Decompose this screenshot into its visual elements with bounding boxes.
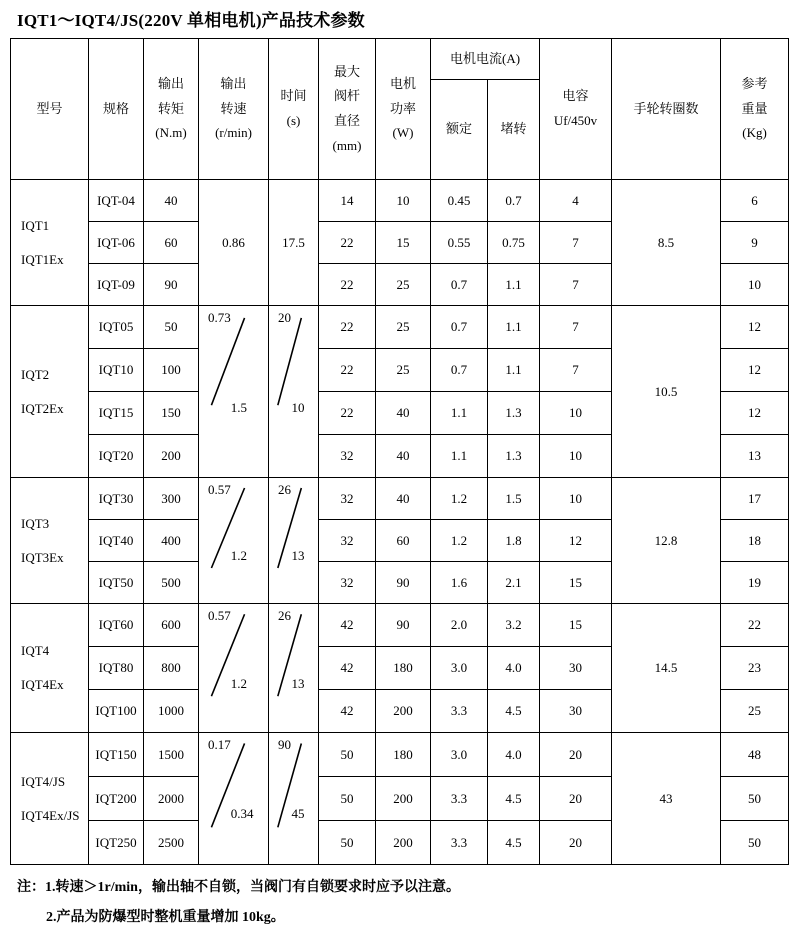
- header-row-1: [11, 39, 789, 80]
- header-rated-current: 额定: [431, 80, 488, 180]
- group-iqt1: [11, 180, 789, 306]
- cell-stem-diameter: 42: [319, 604, 376, 647]
- cell-power: 25: [376, 264, 431, 306]
- cell-torque: 2500: [144, 821, 199, 865]
- cell-weight: 50: [721, 777, 789, 821]
- cell-rated-current: 3.0: [431, 733, 488, 777]
- cell-spec: IQT50: [89, 562, 144, 604]
- cell-stem-diameter: 42: [319, 647, 376, 690]
- cell-stall-current: 3.2: [488, 604, 540, 647]
- cell-stem-diameter: 42: [319, 690, 376, 733]
- cell-model: IQT4 IQT4Ex: [11, 604, 89, 733]
- group-iqt3: [11, 478, 789, 604]
- cell-weight: 19: [721, 562, 789, 604]
- table-row: [11, 604, 789, 647]
- header-capacitor: 电容 Uf/450v: [540, 39, 612, 180]
- cell-spec: IQT-06: [89, 222, 144, 264]
- cell-spec: IQT-04: [89, 180, 144, 222]
- footnotes: [17, 873, 800, 933]
- diagonal-line: [199, 604, 268, 732]
- cell-power: 200: [376, 821, 431, 865]
- cell-stall-current: 1.1: [488, 306, 540, 349]
- cell-stall-current: 4.5: [488, 821, 540, 865]
- diagonal-line: [269, 604, 318, 732]
- cell-stall-current: 1.3: [488, 392, 540, 435]
- cell-handwheel-turns: 12.8: [612, 478, 721, 604]
- cell-time: 26 13: [269, 478, 319, 604]
- header-motor-current: 电机电流(A): [431, 39, 540, 80]
- cell-stem-diameter: 22: [319, 392, 376, 435]
- cell-handwheel-turns: 8.5: [612, 180, 721, 306]
- cell-spec: IQT20: [89, 435, 144, 478]
- cell-stem-diameter: 32: [319, 435, 376, 478]
- cell-speed: 0.57 1.2: [199, 478, 269, 604]
- cell-stem-diameter: 32: [319, 478, 376, 520]
- table-row: [11, 478, 789, 520]
- cell-power: 200: [376, 777, 431, 821]
- cell-stall-current: 0.7: [488, 180, 540, 222]
- header-stem-diameter: 最大 阀杆 直径 (mm): [319, 39, 376, 180]
- cell-time: 20 10: [269, 306, 319, 478]
- cell-stall-current: 2.1: [488, 562, 540, 604]
- cell-stem-diameter: 50: [319, 777, 376, 821]
- cell-rated-current: 1.1: [431, 392, 488, 435]
- cell-capacitor: 10: [540, 478, 612, 520]
- cell-handwheel-turns: 10.5: [612, 306, 721, 478]
- cell-torque: 400: [144, 520, 199, 562]
- cell-rated-current: 3.3: [431, 777, 488, 821]
- cell-stem-diameter: 22: [319, 306, 376, 349]
- header-model: 型号: [11, 39, 89, 180]
- cell-capacitor: 7: [540, 306, 612, 349]
- cell-stem-diameter: 50: [319, 733, 376, 777]
- cell-power: 90: [376, 562, 431, 604]
- cell-spec: IQT100: [89, 690, 144, 733]
- cell-model: IQT3 IQT3Ex: [11, 478, 89, 604]
- cell-handwheel-turns: 14.5: [612, 604, 721, 733]
- cell-weight: 12: [721, 392, 789, 435]
- cell-stem-diameter: 22: [319, 264, 376, 306]
- cell-rated-current: 0.7: [431, 264, 488, 306]
- cell-rated-current: 3.3: [431, 690, 488, 733]
- note-line-1: 注：1.转速＞1r/min，输出轴不自锁，当阀门有自锁要求时应予以注意。: [17, 880, 460, 895]
- cell-capacitor: 4: [540, 180, 612, 222]
- cell-stall-current: 4.0: [488, 733, 540, 777]
- diagonal-line: [199, 306, 268, 477]
- cell-power: 40: [376, 478, 431, 520]
- cell-torque: 100: [144, 349, 199, 392]
- cell-model: IQT2 IQT2Ex: [11, 306, 89, 478]
- cell-weight: 50: [721, 821, 789, 865]
- cell-rated-current: 0.7: [431, 306, 488, 349]
- diagonal-line: [269, 478, 318, 603]
- table-row: [11, 733, 789, 777]
- note-line-2: 2.产品为防爆型时整机重量增加 10kg。: [46, 910, 285, 926]
- page-title: IQT1～IQT4/JS(220V 单相电机)产品技术参数: [17, 11, 365, 30]
- group-iqt4: [11, 604, 789, 733]
- cell-capacitor: 7: [540, 222, 612, 264]
- header-power: 电机 功率 (W): [376, 39, 431, 180]
- cell-rated-current: 1.2: [431, 520, 488, 562]
- cell-rated-current: 1.2: [431, 478, 488, 520]
- cell-stem-diameter: 22: [319, 222, 376, 264]
- cell-spec: IQT250: [89, 821, 144, 865]
- cell-capacitor: 7: [540, 349, 612, 392]
- cell-spec: IQT30: [89, 478, 144, 520]
- cell-power: 90: [376, 604, 431, 647]
- cell-capacitor: 20: [540, 777, 612, 821]
- header-handwheel-turns: 手轮转圈数: [612, 39, 721, 180]
- header-weight: 参考 重量 (Kg): [721, 39, 789, 180]
- cell-torque: 300: [144, 478, 199, 520]
- header-torque: 输出 转矩 (N.m): [144, 39, 199, 180]
- cell-weight: 18: [721, 520, 789, 562]
- cell-power: 40: [376, 435, 431, 478]
- cell-stall-current: 4.0: [488, 647, 540, 690]
- spec-table: [10, 38, 789, 865]
- cell-rated-current: 2.0: [431, 604, 488, 647]
- cell-weight: 23: [721, 647, 789, 690]
- cell-rated-current: 0.7: [431, 349, 488, 392]
- cell-power: 15: [376, 222, 431, 264]
- group-iqt4js: [11, 733, 789, 865]
- cell-model: IQT1 IQT1Ex: [11, 180, 89, 306]
- cell-time: 17.5: [269, 180, 319, 306]
- cell-stem-diameter: 32: [319, 520, 376, 562]
- header-speed: 输出 转速 (r/min): [199, 39, 269, 180]
- cell-capacitor: 10: [540, 435, 612, 478]
- cell-rated-current: 1.6: [431, 562, 488, 604]
- cell-capacitor: 12: [540, 520, 612, 562]
- cell-power: 180: [376, 733, 431, 777]
- cell-speed: 0.86: [199, 180, 269, 306]
- cell-spec: IQT40: [89, 520, 144, 562]
- cell-spec: IQT80: [89, 647, 144, 690]
- cell-stem-diameter: 14: [319, 180, 376, 222]
- cell-torque: 500: [144, 562, 199, 604]
- cell-stem-diameter: 22: [319, 349, 376, 392]
- cell-rated-current: 0.55: [431, 222, 488, 264]
- header-spec: 规格: [89, 39, 144, 180]
- cell-capacitor: 30: [540, 647, 612, 690]
- header-stall-current: 堵转: [488, 80, 540, 180]
- cell-torque: 800: [144, 647, 199, 690]
- cell-spec: IQT150: [89, 733, 144, 777]
- cell-power: 25: [376, 349, 431, 392]
- cell-capacitor: 30: [540, 690, 612, 733]
- cell-speed: 0.73 1.5: [199, 306, 269, 478]
- cell-torque: 1500: [144, 733, 199, 777]
- cell-stall-current: 1.5: [488, 478, 540, 520]
- cell-torque: 50: [144, 306, 199, 349]
- cell-spec: IQT15: [89, 392, 144, 435]
- cell-stall-current: 1.1: [488, 264, 540, 306]
- spec-sheet-page: [0, 6, 800, 933]
- cell-stem-diameter: 32: [319, 562, 376, 604]
- cell-rated-current: 0.45: [431, 180, 488, 222]
- cell-spec: IQT10: [89, 349, 144, 392]
- cell-stall-current: 4.5: [488, 777, 540, 821]
- cell-spec: IQT05: [89, 306, 144, 349]
- cell-torque: 1000: [144, 690, 199, 733]
- diagonal-line: [269, 733, 318, 864]
- cell-weight: 12: [721, 349, 789, 392]
- cell-torque: 600: [144, 604, 199, 647]
- diagonal-line: [199, 478, 268, 603]
- cell-capacitor: 15: [540, 562, 612, 604]
- header-time: 时间 (s): [269, 39, 319, 180]
- cell-power: 60: [376, 520, 431, 562]
- cell-power: 10: [376, 180, 431, 222]
- cell-torque: 2000: [144, 777, 199, 821]
- cell-power: 40: [376, 392, 431, 435]
- table-row: [11, 306, 789, 349]
- cell-stall-current: 1.1: [488, 349, 540, 392]
- cell-time: 26 13: [269, 604, 319, 733]
- cell-spec: IQT60: [89, 604, 144, 647]
- cell-model: IQT4/JS IQT4Ex/JS: [11, 733, 89, 865]
- cell-power: 180: [376, 647, 431, 690]
- cell-speed: 0.57 1.2: [199, 604, 269, 733]
- cell-capacitor: 15: [540, 604, 612, 647]
- cell-capacitor: 10: [540, 392, 612, 435]
- cell-stem-diameter: 50: [319, 821, 376, 865]
- cell-stall-current: 4.5: [488, 690, 540, 733]
- diagonal-line: [199, 733, 268, 864]
- cell-torque: 60: [144, 222, 199, 264]
- cell-spec: IQT-09: [89, 264, 144, 306]
- cell-weight: 17: [721, 478, 789, 520]
- cell-power: 200: [376, 690, 431, 733]
- cell-weight: 22: [721, 604, 789, 647]
- diagonal-line: [269, 306, 318, 477]
- cell-rated-current: 3.3: [431, 821, 488, 865]
- cell-torque: 150: [144, 392, 199, 435]
- cell-torque: 200: [144, 435, 199, 478]
- cell-rated-current: 3.0: [431, 647, 488, 690]
- cell-power: 25: [376, 306, 431, 349]
- cell-weight: 6: [721, 180, 789, 222]
- cell-speed: 0.17 0.34: [199, 733, 269, 865]
- cell-capacitor: 7: [540, 264, 612, 306]
- group-iqt2: [11, 306, 789, 478]
- cell-time: 90 45: [269, 733, 319, 865]
- cell-capacitor: 20: [540, 821, 612, 865]
- cell-capacitor: 20: [540, 733, 612, 777]
- note-prefix: 注：: [17, 880, 45, 895]
- cell-torque: 40: [144, 180, 199, 222]
- cell-spec: IQT200: [89, 777, 144, 821]
- cell-stall-current: 1.3: [488, 435, 540, 478]
- cell-stall-current: 0.75: [488, 222, 540, 264]
- table-row: [11, 180, 789, 222]
- cell-weight: 12: [721, 306, 789, 349]
- cell-weight: 10: [721, 264, 789, 306]
- cell-rated-current: 1.1: [431, 435, 488, 478]
- cell-weight: 9: [721, 222, 789, 264]
- cell-torque: 90: [144, 264, 199, 306]
- cell-stall-current: 1.8: [488, 520, 540, 562]
- cell-weight: 25: [721, 690, 789, 733]
- cell-weight: 13: [721, 435, 789, 478]
- cell-handwheel-turns: 43: [612, 733, 721, 865]
- cell-weight: 48: [721, 733, 789, 777]
